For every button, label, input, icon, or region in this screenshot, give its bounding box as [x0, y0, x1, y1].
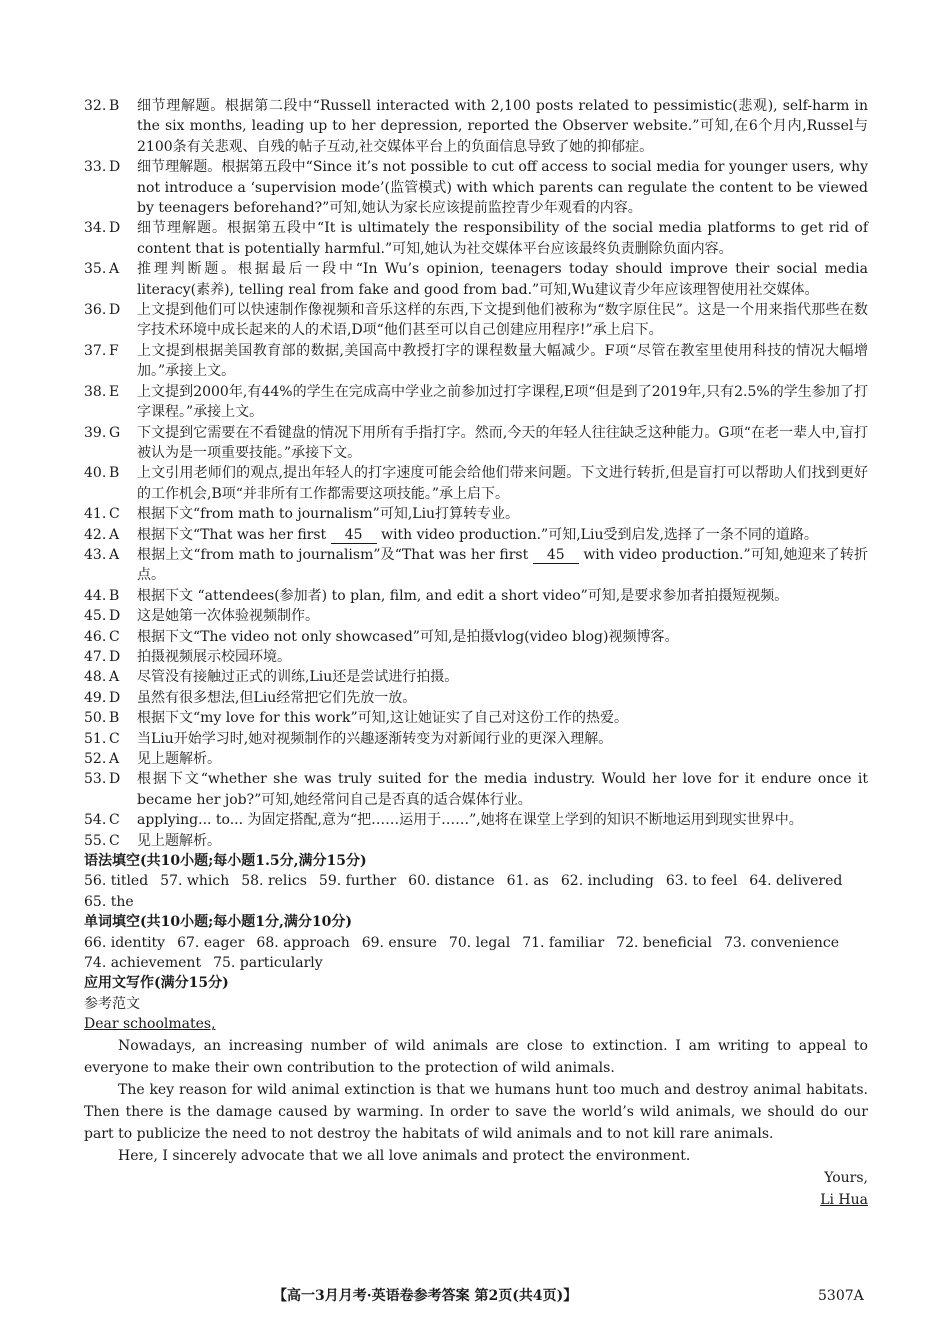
answer-item-36 [84, 300, 868, 341]
vocab-answer: 73. convenience [723, 934, 840, 951]
answer-item-48 [84, 667, 868, 687]
vocab-answer: 71. familiar [522, 934, 605, 951]
item-number: 46. [84, 628, 107, 645]
answer-item-32 [84, 96, 868, 157]
item-number: 48. [84, 669, 107, 686]
item-number: 41. [84, 506, 107, 523]
grammar-answer: 56. titled [84, 873, 149, 890]
vocab-answer: 67. eager [177, 934, 245, 951]
item-answer: B [109, 710, 120, 727]
answer-item-47 [84, 647, 868, 667]
item-number: 34. [84, 220, 107, 237]
explanation-part: with video production.”可知,Liu受到启发,选择了一条不同的道路。 [376, 526, 818, 543]
answer-item-55 [84, 831, 868, 851]
letter-paragraph: Nowadays, an increasing number of wild animals are close to extinction. I am writing to appeal to everyone to make their own contribution to the protection of wild animals. [84, 1037, 868, 1076]
item-answer: A [109, 669, 120, 686]
item-number: 54. [84, 812, 107, 829]
answer-item-53 [84, 769, 868, 810]
item-answer: C [109, 506, 120, 523]
answer-item-45 [84, 606, 868, 626]
letter-paragraph: The key reason for wild animal extinction is that we humans hunt too much and destroy animal habitats. Then there is the damage caused by warming. In order to save the world’s wild animals, we should do our part to publicize the need to not destroy the habitats of wild animals and to not kill rare animals. [84, 1081, 868, 1142]
item-answer: D [109, 220, 121, 237]
answer-list [84, 96, 868, 851]
answer-item-37 [84, 341, 868, 382]
reference-label: 参考范文 [84, 995, 140, 1012]
item-explanation: 上文提到他们可以快速制作像视频和音乐这样的东西,下文提到他们被称为“数字原住民”。这是一个用来指代那些在数字技术环境中成长起来的人的术语,D项“他们甚至可以自己创建应用程序!”承上启下。 [137, 302, 868, 339]
item-explanation: 根据下文“The video not only showcased”可知,是拍摄vlog(video blog)视频博客。 [137, 628, 679, 645]
answer-item-44 [84, 586, 868, 606]
item-number: 40. [84, 465, 107, 482]
writing-heading: 应用文写作(满分15分) [84, 975, 229, 992]
grammar-answer: 59. further [318, 873, 397, 890]
item-answer: C [109, 832, 120, 849]
grammar-answer: 57. which [160, 873, 230, 890]
answer-item-34 [84, 218, 868, 259]
item-explanation: 根据下文“whether she was truly suited for the media industry. Would her love for it endure once it became her job?”可知,她经常问自己是否真的适合媒体行业。 [137, 771, 868, 808]
blank-number: 45 [533, 547, 579, 564]
grammar-answer: 62. including [560, 873, 654, 890]
item-answer: A [109, 526, 120, 543]
item-number: 49. [84, 689, 107, 706]
item-answer: C [109, 730, 120, 747]
item-answer: B [109, 587, 120, 604]
blank-number: 45 [331, 527, 377, 544]
vocab-heading: 单词填空(共10小题;每小题1分,满分10分) [84, 914, 352, 931]
item-answer: B [109, 465, 120, 482]
item-explanation: 见上题解析。 [137, 751, 221, 767]
vocab-answer: 74. achievement [84, 955, 202, 972]
item-explanation: 上文提到根据美国教育部的数据,美国高中教授打字的课程数量大幅减少。F项“尽管在教室里使用科技的情况大幅增加。”承接上文。 [137, 342, 868, 380]
letter-signature: Li Hua [820, 1191, 868, 1208]
item-number: 52. [84, 751, 107, 767]
closing-line: Yours, [824, 1169, 868, 1186]
explanation-part: 根据下文“That was her first [137, 526, 331, 543]
grammar-answer: 63. to feel [665, 873, 738, 890]
grammar-answer: 58. relics [241, 873, 307, 890]
item-explanation: 推理判断题。根据最后一段中“In Wu’s opinion, teenagers today should improve their social media literacy(素养), telling real from fake and good from bad.”可知,Wu建议青少年应该理智使用社交媒体。 [137, 261, 868, 298]
answer-item-33 [84, 157, 868, 218]
explanation-part: with video production.”可知,她迎来了转折点。 [137, 546, 868, 584]
item-number: 44. [84, 587, 107, 604]
item-answer: D [109, 648, 121, 665]
item-number: 53. [84, 771, 107, 788]
item-explanation: 见上题解析。 [137, 832, 221, 849]
letter-closing [84, 1167, 868, 1211]
answer-item-50 [84, 708, 868, 728]
item-explanation: 根据下文“my love for this work”可知,这让她证实了自己对这份工作的热爱。 [137, 710, 629, 727]
answer-item-38 [84, 382, 868, 423]
item-answer: B [109, 98, 120, 114]
item-number: 36. [84, 302, 107, 319]
item-answer: A [109, 261, 120, 278]
item-answer: A [109, 546, 120, 563]
explanation-part: 根据上文“from math to journalism”及“That was her first [137, 546, 533, 563]
item-answer: E [109, 383, 120, 400]
item-explanation: 拍摄视频展示校园环境。 [137, 648, 291, 665]
item-explanation: 细节理解题。根据第二段中“Russell interacted with 2,100 posts related to pessimistic(悲观), self-harm in the six months, leading up to her depression, reported the Observer website.”可知,在6个月内,Russel与2100条有关悲观、自残的帖子互动,社交媒体平台上的负面信息导致了她的抑郁症。 [137, 98, 868, 155]
item-answer: C [109, 628, 120, 645]
item-answer: D [109, 302, 121, 319]
item-answer: D [109, 159, 121, 176]
item-answer: A [109, 751, 120, 767]
answer-item-35 [84, 259, 868, 300]
grammar-heading: 语法填空(共10小题;每小题1.5分,满分15分) [84, 853, 367, 870]
item-answer: D [109, 608, 121, 625]
item-explanation: 虽然有很多想法,但Liu经常把它们先放一放。 [137, 689, 417, 706]
item-number: 43. [84, 546, 107, 563]
footer-title: 【高一3月月考·英语卷参考答案 第2页(共4页)】 [273, 1288, 578, 1304]
answer-item-46 [84, 627, 868, 647]
answer-item-39 [84, 423, 868, 464]
item-explanation: 这是她第一次体验视频制作。 [137, 608, 319, 625]
vocab-answer: 69. ensure [361, 934, 437, 951]
answer-item-41 [84, 504, 868, 524]
item-number: 50. [84, 710, 107, 727]
answer-item-51 [84, 729, 868, 749]
paper-code: 5307A [818, 1288, 864, 1304]
item-number: 45. [84, 608, 107, 625]
item-number: 38. [84, 383, 107, 400]
answer-page [84, 96, 868, 1211]
vocab-answer: 70. legal [448, 934, 511, 951]
item-answer: F [109, 342, 119, 359]
item-number: 47. [84, 648, 107, 665]
item-answer: G [109, 424, 121, 441]
vocab-answer: 68. approach [256, 934, 350, 951]
letter-paragraph: Here, I sincerely advocate that we all love animals and protect the environment. [118, 1147, 691, 1164]
item-explanation [137, 525, 868, 545]
grammar-answer: 61. as [506, 873, 549, 890]
answer-item-52 [84, 749, 868, 769]
answer-item-42 [84, 525, 868, 545]
item-answer: D [109, 771, 121, 788]
item-answer: C [109, 812, 120, 829]
item-number: 39. [84, 424, 107, 441]
item-number: 51. [84, 730, 107, 747]
vocab-answers [84, 933, 868, 974]
item-explanation: 根据下文 “attendees(参加者) to plan, film, and edit a short video”可知,是要求参加者拍摄短视频。 [137, 587, 789, 604]
answer-item-49 [84, 688, 868, 708]
item-explanation: applying... to... 为固定搭配,意为“把……运用于……”,她将在课堂上学到的知识不断地运用到现实世界中。 [137, 812, 803, 829]
item-explanation: 根据下文“from math to journalism”可知,Liu打算转专业。 [137, 506, 520, 523]
item-explanation: 上文提到2000年,有44%的学生在完成高中学业之前参加过打字课程,E项“但是到了2019年,只有2.5%的学生参加了打字课程。”承接上文。 [137, 383, 868, 421]
grammar-answer: 64. delivered [749, 873, 843, 890]
answer-item-43 [84, 545, 868, 586]
item-number: 42. [84, 526, 107, 543]
grammar-answers [84, 871, 868, 912]
item-explanation: 细节理解题。根据第五段中“It is ultimately the responsibility of the social media platforms to get rid of content that is potentially harmful.”可知,她认为社交媒体平台应该最终负责删除负面内容。 [137, 220, 868, 257]
vocab-answer: 72. beneficial [616, 934, 712, 951]
item-explanation: 下文提到它需要在不看键盘的情况下用所有手指打字。然而,今天的年轻人往往缺乏这种能力。G项“在老一辈人中,盲打被认为是一项重要技能。”承接下文。 [137, 424, 868, 461]
grammar-answer: 60. distance [408, 873, 495, 890]
vocab-answer: 66. identity [84, 934, 166, 951]
item-explanation [137, 545, 868, 586]
item-answer: D [109, 689, 121, 706]
item-number: 33. [84, 159, 107, 176]
vocab-answer: 75. particularly [213, 955, 323, 972]
grammar-answer: 65. the [84, 893, 134, 910]
item-number: 55. [84, 832, 107, 849]
item-number: 35. [84, 261, 107, 278]
item-number: 37. [84, 342, 107, 359]
item-explanation: 细节理解题。根据第五段中“Since it’s not possible to cut off access to social media for younger users, why not introduce a ‘supervision mode’(监管模式) with which parents can regulate the content to be viewed by teenagers beforehand?”可知,她认为家长应该提前监控青少年观看的内容。 [137, 159, 868, 217]
item-explanation: 当Liu开始学习时,她对视频制作的兴趣逐渐转变为对新闻行业的更深入理解。 [137, 730, 613, 747]
answer-item-40 [84, 463, 868, 504]
item-explanation: 上文引用老师们的观点,提出年轻人的打字速度可能会给他们带来问题。下文进行转折,但是盲打可以帮助人们找到更好的工作机会,B项“并非所有工作都需要这项技能。”承上启下。 [137, 465, 868, 502]
answer-item-54 [84, 810, 868, 830]
item-explanation: 尽管没有接触过正式的训练,Liu还是尝试进行拍摄。 [137, 669, 459, 686]
item-number: 32. [84, 98, 107, 114]
letter-salutation: Dear schoolmates, [84, 1016, 216, 1033]
